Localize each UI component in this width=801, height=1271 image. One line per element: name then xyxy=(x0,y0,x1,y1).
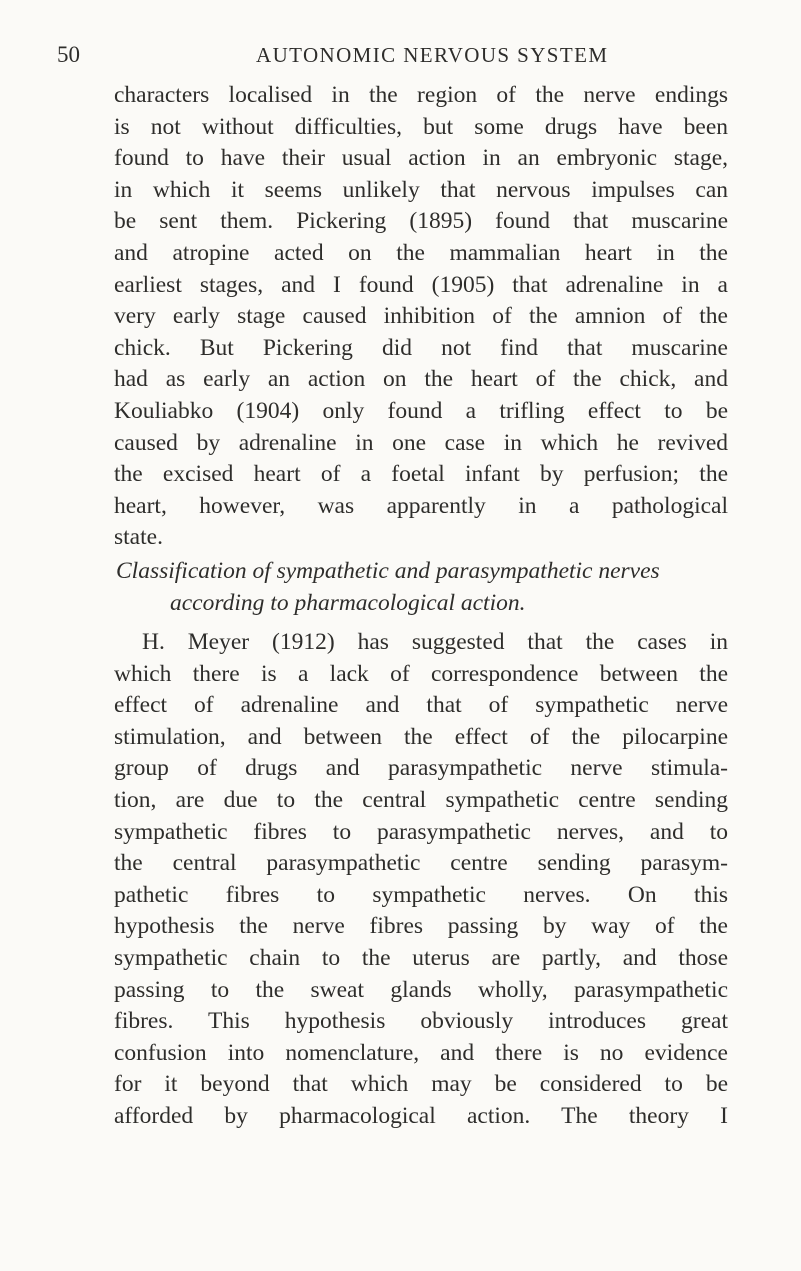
section-heading-line: according to pharmacological action. xyxy=(170,590,526,616)
running-head-title: AUTONOMIC NERVOUS SYSTEM xyxy=(256,43,609,67)
text-line: pathetic fibres to sympathetic nerves. On this xyxy=(114,881,728,908)
text-line: for it beyond that which may be considered to be xyxy=(114,1071,728,1098)
text-line: the central parasympathetic centre sending parasym- xyxy=(114,850,728,877)
paragraph-1 xyxy=(114,80,728,554)
text-line: group of drugs and parasympathetic nerve stimula- xyxy=(114,755,728,782)
paragraph-2 xyxy=(114,627,728,1133)
text-line: state. xyxy=(114,524,163,551)
text-line: effect of adrenaline and that of sympathetic nerve xyxy=(114,692,728,719)
text-line: tion, are due to the central sympathetic centre sending xyxy=(114,786,728,813)
text-line: stimulation, and between the effect of the pilocarpine xyxy=(114,723,728,750)
text-line: hypothesis the nerve fibres passing by way of the xyxy=(114,913,728,940)
text-line: Kouliabko (1904) only found a trifling effect to be xyxy=(114,397,728,424)
text-line: H. Meyer (1912) has suggested that the cases in xyxy=(142,629,728,655)
text-line: and atropine acted on the mammalian heart in the xyxy=(114,239,728,266)
text-line: fibres. This hypothesis obviously introduces great xyxy=(114,1008,728,1035)
text-line: is not without difficulties, but some drugs have been xyxy=(114,113,728,140)
text-line: chick. But Pickering did not find that muscarine xyxy=(114,334,728,361)
text-line: caused by adrenaline in one case in which he revived xyxy=(114,429,728,456)
text-line: which there is a lack of correspondence between the xyxy=(114,660,728,687)
section-heading-line: Classification of sympathetic and parasympathetic nerves xyxy=(116,558,660,584)
text-line: confusion into nomenclature, and there is no evidence xyxy=(114,1039,728,1066)
running-head xyxy=(0,40,801,70)
text-line: afforded by pharmacological action. The theory I xyxy=(114,1102,728,1129)
text-line: heart, however, was apparently in a pathological xyxy=(114,492,728,519)
text-line: the excised heart of a foetal infant by perfusion; the xyxy=(114,461,728,488)
text-line: sympathetic fibres to parasympathetic nerves, and to xyxy=(114,818,728,845)
text-line: found to have their usual action in an embryonic stage, xyxy=(114,145,728,172)
text-line: in which it seems unlikely that nervous impulses can xyxy=(114,176,728,203)
text-line: had as early an action on the heart of the chick, and xyxy=(114,366,728,393)
text-line: very early stage caused inhibition of the amnion of the xyxy=(114,303,728,330)
text-line: earliest stages, and I found (1905) that adrenaline in a xyxy=(114,271,728,298)
text-line: passing to the sweat glands wholly, parasympathetic xyxy=(114,976,728,1003)
page-number: 50 xyxy=(57,42,80,67)
text-line: sympathetic chain to the uterus are partly, and those xyxy=(114,944,728,971)
text-line: be sent them. Pickering (1895) found that muscarine xyxy=(114,208,728,235)
text-line: characters localised in the region of the nerve endings xyxy=(114,82,728,108)
